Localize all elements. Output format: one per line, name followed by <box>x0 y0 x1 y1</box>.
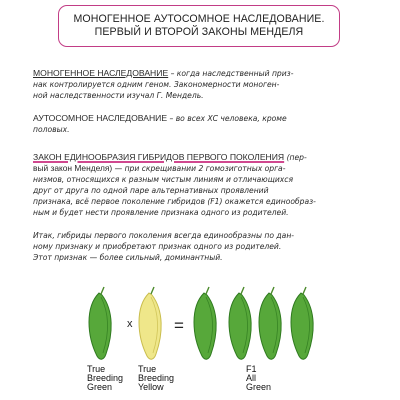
caption-yellow-line-3: Yellow <box>138 382 164 392</box>
pod-body <box>194 293 216 359</box>
pea-pod-f1-3 <box>259 287 281 359</box>
pod-stem <box>206 287 209 294</box>
summary-line-2: ному признаку и приобретают признак одного из родителей. <box>33 242 282 251</box>
autosomal-line-1: – во всех ХС человека, кроме <box>167 114 287 123</box>
law-term: ЗАКОН ЕДИНООБРАЗИЯ ГИБРИДОВ ПЕРВОГО ПОКОЛЕНИЯ <box>33 152 285 162</box>
pea-pod-f1-2 <box>229 287 251 359</box>
monogenic-term: МОНОГЕННОЕ НАСЛЕДОВАНИЕ <box>33 68 169 78</box>
monogenic-line-3: ной наследственности изучал Г. Мендель. <box>33 91 204 100</box>
caption-f1 <box>246 365 271 392</box>
title-box <box>58 5 340 47</box>
monogenic-line-1: – когда наследственный приз- <box>168 69 294 78</box>
pod-stem <box>151 287 154 294</box>
pod-body <box>229 293 251 359</box>
pea-pod-f1-4 <box>291 287 313 359</box>
autosomal-term: АУТОСОМНОЕ НАСЛЕДОВАНИЕ <box>33 113 168 123</box>
law-line-2b: — при скрещивании 2 гомозиготных орга- <box>112 164 286 173</box>
pod-seam <box>206 297 213 353</box>
pod-seam <box>151 297 158 353</box>
pea-pod-f1-1 <box>194 287 216 359</box>
law-line-4: друг от друга по одной паре альтернативных проявлений <box>33 186 269 195</box>
pod-body <box>139 293 161 359</box>
pod-body <box>259 293 281 359</box>
equals-sign: = <box>174 316 184 335</box>
monogenic-line-2: нак контролируется одним геном. Закономерности моноген- <box>33 80 280 89</box>
pod-seam <box>241 297 248 353</box>
caption-green-line-1: True <box>87 364 106 374</box>
caption-f1-line-1: F1 <box>246 364 257 374</box>
caption-parent-green <box>87 365 123 392</box>
law-line-3: низмов, относящихся к разным чистым линиям и отличающихся <box>33 175 294 184</box>
law-line-2a: вый закон Менделя) <box>33 163 113 173</box>
autosomal-line-2: половых. <box>33 125 70 134</box>
summary-line-3: Этот признак — более сильный, доминантный. <box>33 253 223 262</box>
caption-green-line-3: Green <box>87 382 113 392</box>
law-line-5: признака, всё первое поколение гибридов (F1) окажется единообраз- <box>33 197 316 206</box>
summary-paragraph <box>33 230 371 263</box>
caption-green-line-2: Breeding <box>87 373 124 383</box>
law-line-1: (пер- <box>284 153 307 162</box>
autosomal-paragraph <box>33 113 371 135</box>
pea-pod-yellow-parent <box>139 287 161 359</box>
law-paragraph <box>33 152 371 218</box>
pod-stem <box>271 287 274 294</box>
monogenic-paragraph <box>33 68 371 101</box>
caption-f1-line-3: Green <box>246 382 272 392</box>
pod-body <box>89 293 111 359</box>
times-sign: x <box>127 318 133 330</box>
summary-line-1: Итак, гибриды первого поколения всегда единообразны по дан- <box>33 231 295 240</box>
caption-parent-yellow <box>138 365 174 392</box>
law-line-6: ным и будет нести проявление признака одного из родителей. <box>33 208 289 217</box>
caption-f1-line-2: All <box>246 373 257 383</box>
title-line-2: ПЕРВЫЙ И ВТОРОЙ ЗАКОНЫ МЕНДЕЛЯ <box>94 26 304 38</box>
pod-body <box>291 293 313 359</box>
pod-seam <box>303 297 310 353</box>
pod-seam <box>271 297 278 353</box>
title-line-1: МОНОГЕННОЕ АУТОСОМНОЕ НАСЛЕДОВАНИЕ. <box>73 13 325 25</box>
caption-yellow-line-1: True <box>138 364 157 374</box>
pod-stem <box>303 287 306 294</box>
pea-pod-green-parent <box>89 287 111 359</box>
pod-seam <box>101 297 108 353</box>
pod-stem <box>101 287 104 294</box>
pod-stem <box>241 287 244 294</box>
caption-yellow-line-2: Breeding <box>138 373 175 383</box>
